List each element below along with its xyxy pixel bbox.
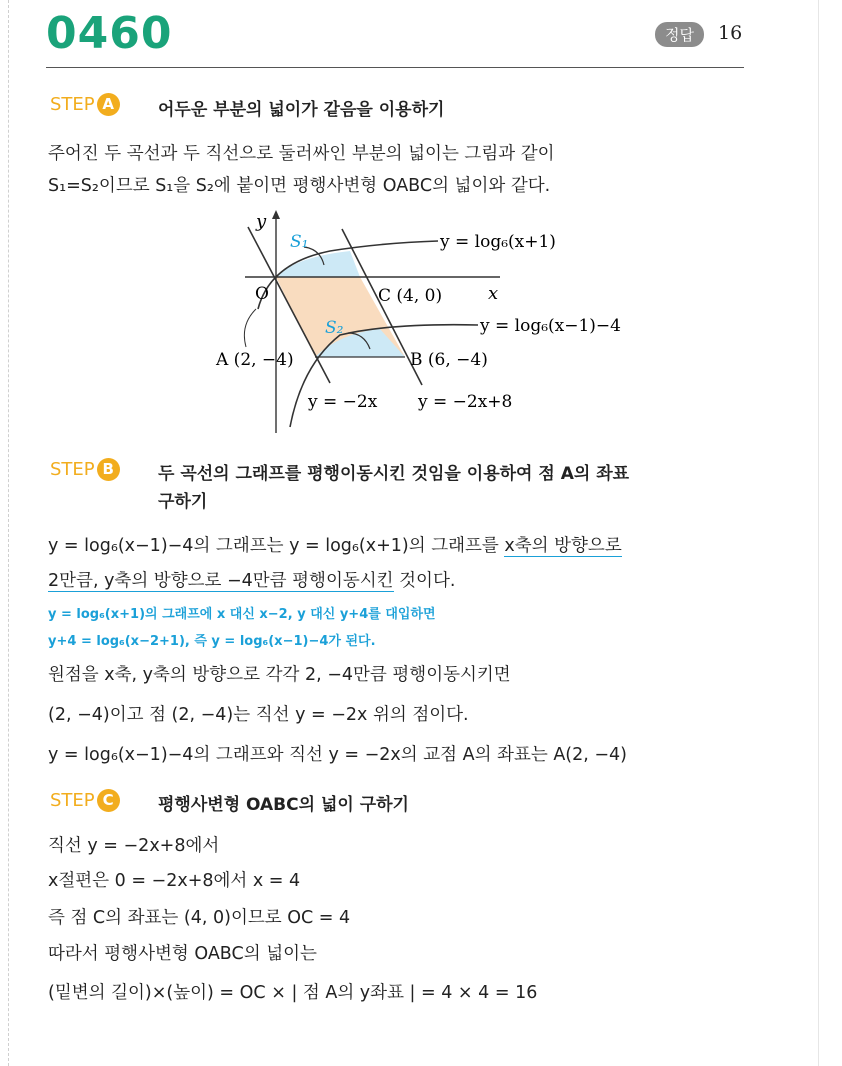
- step-b-line-3: 원점을 x축, y축의 방향으로 각각 2, −4만큼 평행이동시키면: [48, 665, 511, 685]
- step-b-line-2a: 2만큼, y축의 방향으로 −4만큼 평행이동시킨: [48, 571, 394, 591]
- step-c-line-1: 직선 y = −2x+8에서: [48, 836, 220, 856]
- step-b-line-4: (2, −4)이고 점 (2, −4)는 직선 y = −2x 위의 점이다.: [48, 705, 469, 725]
- step-a-label: [50, 93, 120, 116]
- step-c-text: STEP: [50, 790, 95, 811]
- step-a-line-2: S₁=S₂이므로 S₁을 S₂에 붙이면 평행사변형 OABC의 넓이와 같다.: [48, 176, 551, 196]
- step-b-note-2: y+4 = log₆(x−2+1), 즉 y = log₆(x−1)−4가 된다.: [48, 634, 376, 649]
- step-a-line-1: 주어진 두 곡선과 두 직선으로 둘러싸인 부분의 넓이는 그림과 같이: [48, 144, 555, 164]
- problem-number: 0460: [46, 8, 173, 59]
- y-axis-label: y: [256, 211, 267, 232]
- line1-label: y = −2x: [308, 392, 378, 412]
- step-c-label: [50, 789, 120, 812]
- step-a-text: STEP: [50, 94, 95, 115]
- step-a-title: 어두운 부분의 넓이가 같음을 이용하기: [158, 100, 445, 120]
- step-c-letter-icon: C: [97, 789, 120, 812]
- step-b-text: STEP: [50, 459, 95, 480]
- page-edge: [8, 0, 10, 1066]
- step-b-letter-icon: B: [97, 458, 120, 481]
- step-c-line-4: 따라서 평행사변형 OABC의 넓이는: [48, 944, 317, 964]
- y-axis-arrow-icon: [272, 210, 280, 219]
- step-c-line-3: 즉 점 C의 좌표는 (4, 0)이므로 OC = 4: [48, 908, 351, 928]
- answer-badge: 정답: [655, 22, 704, 47]
- step-b-line-5: y = log₆(x−1)−4의 그래프와 직선 y = −2x의 교점 A의 좌표는 A(2, −4): [48, 745, 628, 765]
- curve2-label: y = log₆(x−1)−4: [480, 316, 621, 336]
- s1-label: S₁: [290, 232, 309, 252]
- graph-figure: [200, 205, 670, 445]
- step-c-line-5: (밑변의 길이)×(높이) = OC × | 점 A의 y좌표 | = 4 × 4 = 16: [48, 983, 538, 1003]
- step-c-line-2: x절편은 0 = −2x+8에서 x = 4: [48, 871, 301, 891]
- step-b-note-1: y = log₆(x+1)의 그래프에 x 대신 x−2, y 대신 y+4를 대입하면: [48, 607, 436, 622]
- curve1-label: y = log₆(x+1): [440, 232, 556, 252]
- page-edge-right: [818, 0, 820, 1066]
- step-b-line-2: [48, 567, 455, 592]
- step-a-letter-icon: A: [97, 93, 120, 116]
- step-c-title: 평행사변형 OABC의 넓이 구하기: [158, 795, 409, 815]
- step-b-title-2: 구하기: [158, 492, 208, 512]
- origin-label: O: [255, 284, 269, 304]
- step-b-line-1b: x축의 방향으로: [504, 536, 622, 556]
- line2-label: y = −2x+8: [418, 392, 513, 412]
- answer-value: 16: [718, 22, 743, 44]
- point-a-label: A (2, −4): [216, 350, 294, 370]
- step-b-line-1a: y = log₆(x−1)−4의 그래프는 y = log₆(x+1)의 그래프를: [48, 536, 505, 556]
- step-b-title-1: 두 곡선의 그래프를 평행이동시킨 것임을 이용하여 점 A의 좌표: [158, 464, 630, 484]
- a-leader-line: [244, 309, 256, 347]
- s2-label: S₂: [325, 318, 344, 338]
- s1-region: [276, 251, 360, 277]
- step-b-line-1: [48, 532, 622, 557]
- point-b-label: B (6, −4): [410, 350, 488, 370]
- point-c-label: C (4, 0): [378, 286, 443, 306]
- x-axis-label: x: [488, 283, 499, 304]
- step-b-line-2b: 것이다.: [393, 571, 456, 591]
- step-b-label: [50, 458, 120, 481]
- header-rule: [46, 67, 744, 68]
